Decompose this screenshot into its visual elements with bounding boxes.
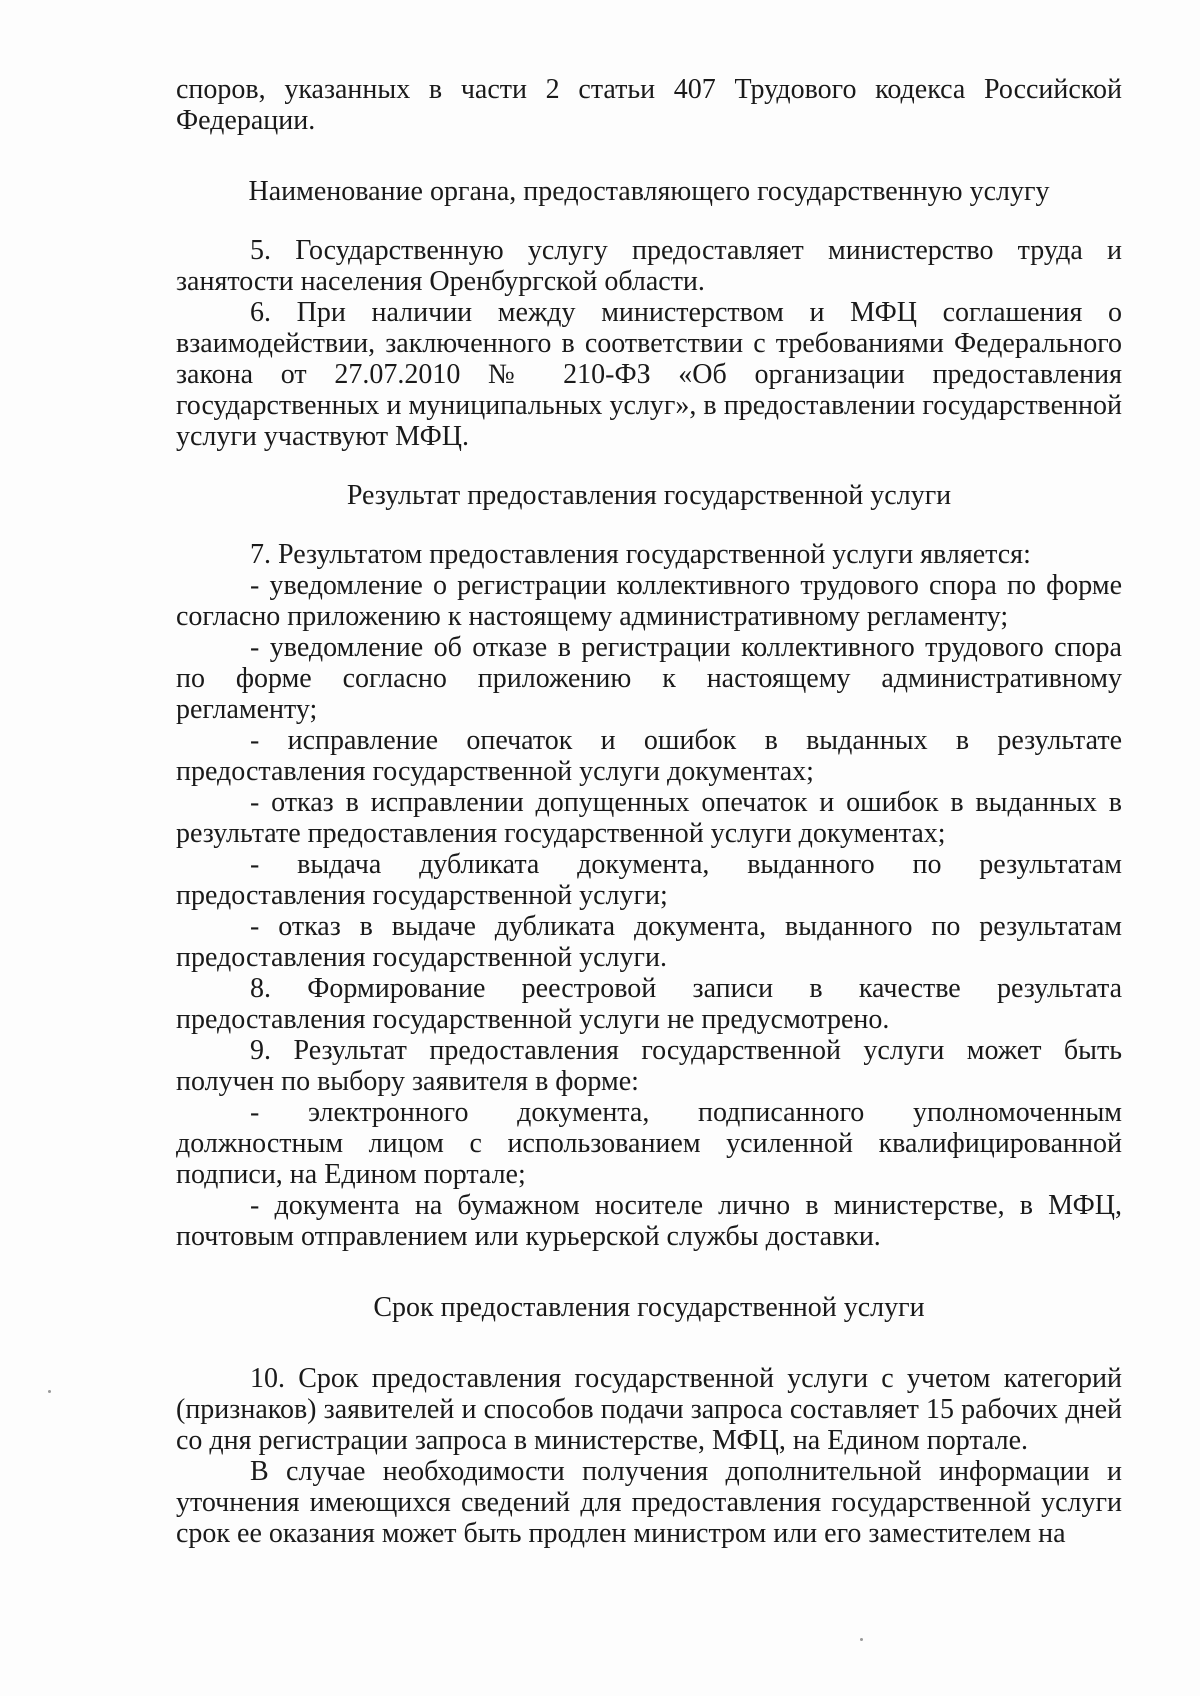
paragraph-9-item: - документа на бумажном носителе лично в министерстве, в МФЦ, почтовым отправлением или курьерской службы доставки.	[176, 1190, 1122, 1252]
heading-result: Результат предоставления государственной услуги	[346, 480, 952, 511]
paragraph-5: 5. Государственную услугу предоставляет министерство труда и занятости населения Оренбургской области.	[176, 235, 1122, 297]
paragraph-7-item: - уведомление об отказе в регистрации коллективного трудового спора по форме согласно приложению к настоящему административному регламенту;	[176, 632, 1122, 725]
paragraph-10: 10. Срок предоставления государственной услуги с учетом категорий (признаков) заявителей и способов подачи запроса составляет 15 рабочих дней со дня регистрации запроса в министерстве, МФЦ, на Едином портале.	[176, 1363, 1122, 1456]
scan-speck	[860, 1638, 863, 1641]
heading-term: Срок предоставления государственной услуги	[373, 1292, 925, 1323]
paragraph-7-item: - отказ в исправлении допущенных опечаток и ошибок в выданных в результате предоставления государственной услуги документах;	[176, 787, 1122, 849]
paragraph-7-item: - выдача дубликата документа, выданного по результатам предоставления государственной услуги;	[176, 849, 1122, 911]
paragraph-7: 7. Результатом предоставления государственной услуги является:	[250, 539, 1031, 570]
paragraph-6: 6. При наличии между министерством и МФЦ соглашения о взаимодействии, заключенного в соответствии с требованиями Федерального закона от 27.07.2010 № 210-ФЗ «Об организации предоставления государственных и муниципальных услуг», в предоставлении государственной услуги участвуют МФЦ.	[176, 297, 1122, 452]
paragraph-9: 9. Результат предоставления государственной услуги может быть получен по выбору заявителя в форме:	[176, 1035, 1122, 1097]
scan-speck	[48, 1390, 51, 1393]
paragraph-9-item: - электронного документа, подписанного уполномоченным должностным лицом с использованием усиленной квалифицированной подписи, на Едином портале;	[176, 1097, 1122, 1190]
paragraph-7-item: - отказ в выдаче дубликата документа, выданного по результатам предоставления государственной услуги.	[176, 911, 1122, 973]
intro-paragraph: споров, указанных в части 2 статьи 407 Трудового кодекса Российской Федерации.	[176, 74, 1122, 136]
heading-organ: Наименование органа, предоставляющего государственную услугу	[248, 176, 1050, 207]
paragraph-7-item: - уведомление о регистрации коллективного трудового спора по форме согласно приложению к настоящему административному регламенту;	[176, 570, 1122, 632]
paragraph-8: 8. Формирование реестровой записи в качестве результата предоставления государственной услуги не предусмотрено.	[176, 973, 1122, 1035]
paragraph-10-continued: В случае необходимости получения дополнительной информации и уточнения имеющихся сведений для предоставления государственной услуги срок ее оказания может быть продлен министром или его заместителем на	[176, 1456, 1122, 1549]
paragraph-7-item: - исправление опечаток и ошибок в выданных в результате предоставления государственной услуги документах;	[176, 725, 1122, 787]
